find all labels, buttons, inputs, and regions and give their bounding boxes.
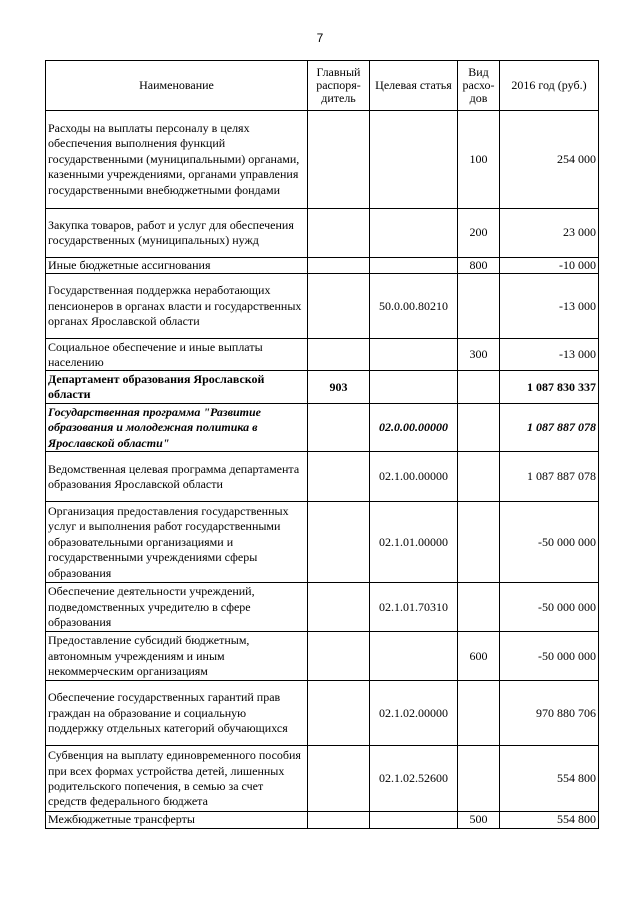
- cell-admin: [308, 583, 370, 632]
- table-row: [46, 111, 599, 209]
- cell-admin: [308, 812, 370, 828]
- cell-amount: 1 087 887 078: [500, 452, 599, 502]
- cell-amount: 254 000: [500, 111, 599, 209]
- table-row: [46, 746, 599, 812]
- cell-name: Обеспечение деятельности учреждений, подведомственных учредителю в сфере образования: [46, 583, 308, 632]
- header-name: Наименование: [46, 61, 308, 111]
- cell-amount: 554 800: [500, 746, 599, 812]
- table-row: [46, 258, 599, 274]
- cell-name: Предоставление субсидий бюджетным, автономным учреждениям и иным некоммерческим организациям: [46, 632, 308, 681]
- cell-type: 600: [458, 632, 500, 681]
- cell-name: Государственная поддержка неработающих пенсионеров в органах власти и государственных органах Ярославской области: [46, 274, 308, 339]
- table-row: [46, 502, 599, 583]
- cell-amount: -13 000: [500, 339, 599, 371]
- cell-type: 500: [458, 812, 500, 828]
- header-amount: 2016 год (руб.): [500, 61, 599, 111]
- header-article: Целевая статья: [370, 61, 458, 111]
- cell-name: Ведомственная целевая программа департамента образования Ярославской области: [46, 452, 308, 502]
- cell-article: [370, 371, 458, 404]
- cell-article: 02.1.01.70310: [370, 583, 458, 632]
- cell-type: [458, 452, 500, 502]
- cell-name: Департамент образования Ярославской области: [46, 371, 308, 404]
- cell-amount: -10 000: [500, 258, 599, 274]
- table-row: [46, 583, 599, 632]
- cell-amount: 1 087 830 337: [500, 371, 599, 404]
- table-row: [46, 452, 599, 502]
- cell-article: [370, 812, 458, 828]
- header-admin: Главный распоря-дитель: [308, 61, 370, 111]
- cell-name: Закупка товаров, работ и услуг для обеспечения государственных (муниципальных) нужд: [46, 209, 308, 258]
- table-row: [46, 404, 599, 452]
- cell-amount: -13 000: [500, 274, 599, 339]
- cell-article: [370, 111, 458, 209]
- cell-admin: [308, 452, 370, 502]
- cell-article: [370, 258, 458, 274]
- table-row: [46, 209, 599, 258]
- cell-amount: -50 000 000: [500, 632, 599, 681]
- cell-name: Обеспечение государственных гарантий прав граждан на образование и социальную поддержку отдельных категорий обучающихся: [46, 681, 308, 746]
- cell-admin: [308, 502, 370, 583]
- cell-type: [458, 502, 500, 583]
- cell-article: 50.0.00.80210: [370, 274, 458, 339]
- cell-article: 02.1.00.00000: [370, 452, 458, 502]
- cell-type: 200: [458, 209, 500, 258]
- cell-type: [458, 746, 500, 812]
- cell-name: Государственная программа "Развитие образования и молодежная политика в Ярославской области": [46, 404, 308, 452]
- cell-admin: [308, 404, 370, 452]
- cell-article: [370, 632, 458, 681]
- table-header-row: [46, 61, 599, 111]
- table-row: [46, 681, 599, 746]
- cell-article: 02.0.00.00000: [370, 404, 458, 452]
- cell-type: 800: [458, 258, 500, 274]
- cell-admin: [308, 339, 370, 371]
- cell-type: 300: [458, 339, 500, 371]
- cell-article: 02.1.02.00000: [370, 681, 458, 746]
- cell-admin: [308, 209, 370, 258]
- cell-type: [458, 583, 500, 632]
- cell-name: Иные бюджетные ассигнования: [46, 258, 308, 274]
- table-body: [46, 111, 599, 829]
- cell-name: Социальное обеспечение и иные выплаты населению: [46, 339, 308, 371]
- cell-name: Субвенция на выплату единовременного пособия при всех формах устройства детей, лишенных родительского попечения, в семью за счет средств федерального бюджета: [46, 746, 308, 812]
- cell-type: [458, 274, 500, 339]
- table-row: [46, 371, 599, 404]
- cell-type: 100: [458, 111, 500, 209]
- cell-name: Расходы на выплаты персоналу в целях обеспечения выполнения функций государственными (муниципальными) органами, казенными учреждениями, органами управления государственными внебюджетными фондами: [46, 111, 308, 209]
- cell-admin: [308, 681, 370, 746]
- cell-admin: [308, 258, 370, 274]
- cell-name: Организация предоставления государственных услуг и выполнения работ государственными образовательными организациями и государственными учреждениями сферы образования: [46, 502, 308, 583]
- table-row: [46, 339, 599, 371]
- cell-amount: -50 000 000: [500, 502, 599, 583]
- cell-article: [370, 209, 458, 258]
- table-row: [46, 632, 599, 681]
- cell-amount: 23 000: [500, 209, 599, 258]
- table-row: [46, 274, 599, 339]
- cell-admin: [308, 274, 370, 339]
- cell-type: [458, 371, 500, 404]
- cell-amount: 1 087 887 078: [500, 404, 599, 452]
- cell-amount: -50 000 000: [500, 583, 599, 632]
- cell-article: [370, 339, 458, 371]
- cell-amount: 554 800: [500, 812, 599, 828]
- cell-type: [458, 681, 500, 746]
- cell-admin: 903: [308, 371, 370, 404]
- header-type: Вид расхо-дов: [458, 61, 500, 111]
- cell-name: Межбюджетные трансферты: [46, 812, 308, 828]
- cell-admin: [308, 111, 370, 209]
- cell-article: 02.1.02.52600: [370, 746, 458, 812]
- cell-amount: 970 880 706: [500, 681, 599, 746]
- cell-admin: [308, 746, 370, 812]
- table-row: [46, 812, 599, 828]
- cell-article: 02.1.01.00000: [370, 502, 458, 583]
- cell-admin: [308, 632, 370, 681]
- page-number: 7: [316, 31, 324, 45]
- cell-type: [458, 404, 500, 452]
- budget-table: [45, 60, 599, 829]
